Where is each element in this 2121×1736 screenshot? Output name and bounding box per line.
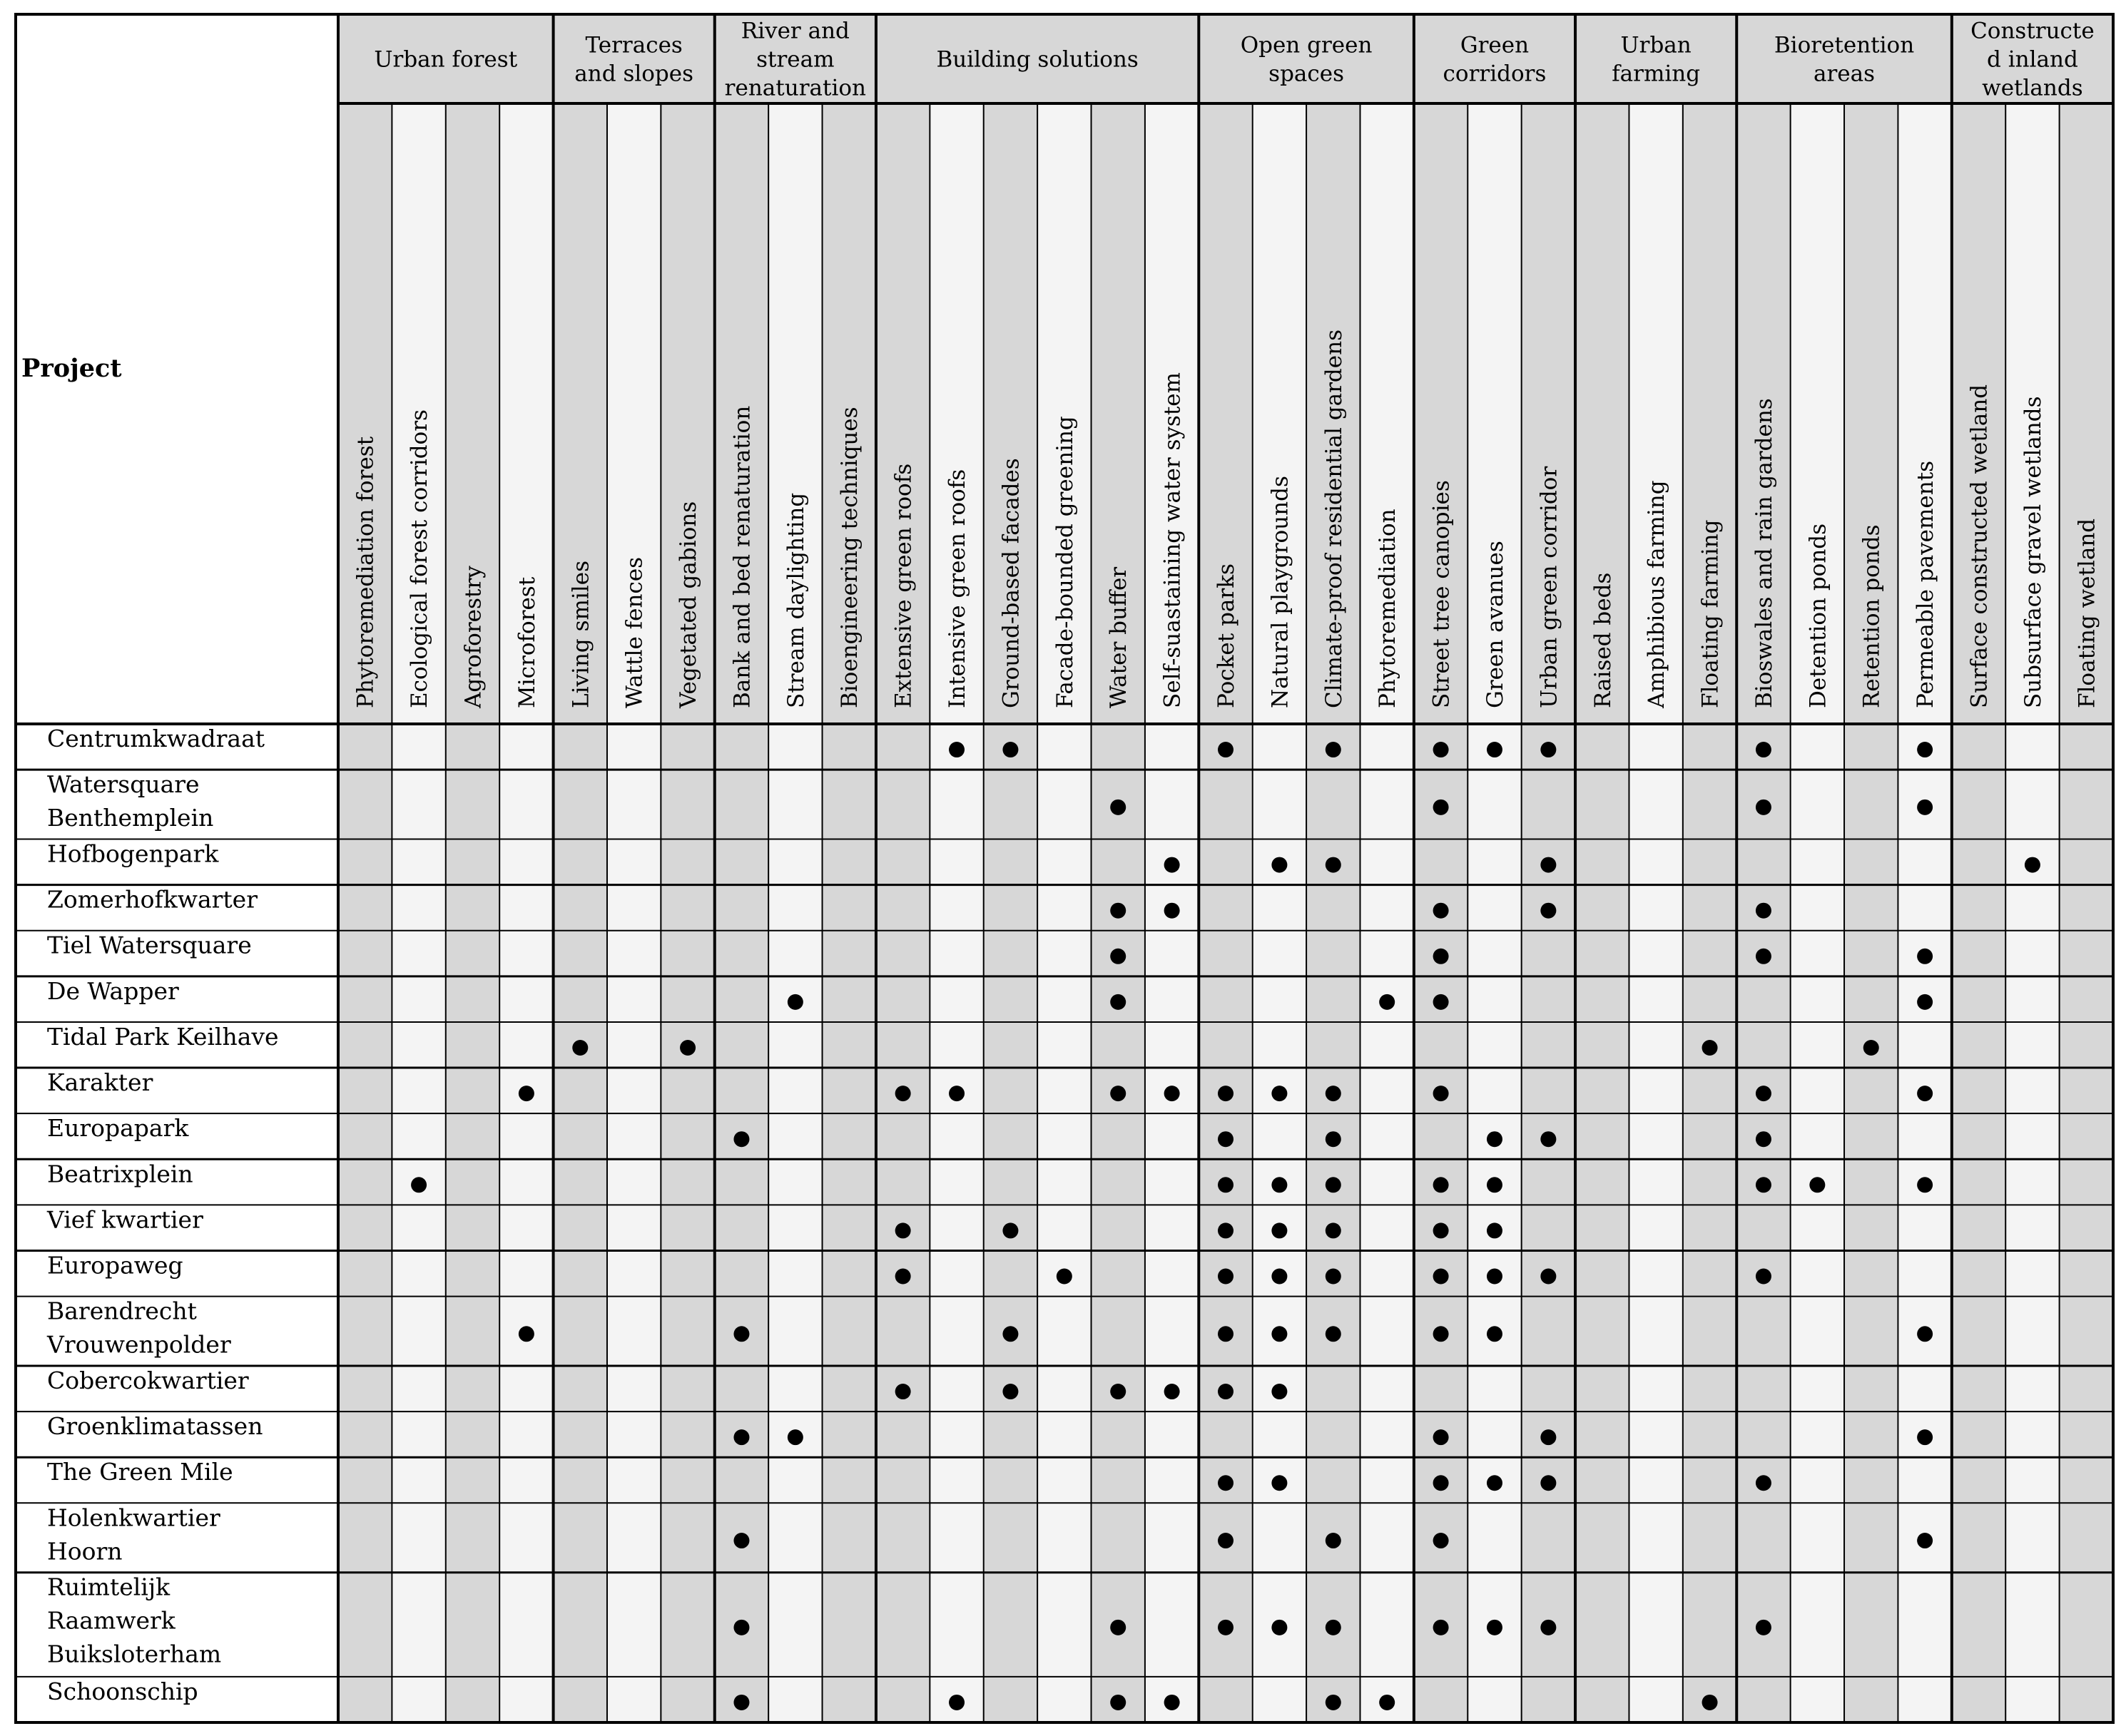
- group-header-label: Bioretention: [1774, 32, 1915, 58]
- project-name: Karakter: [47, 1068, 153, 1097]
- project-measure-dot: [1917, 742, 1933, 757]
- project-measure-dot: [1756, 800, 1771, 815]
- column-header-label: Climate-proof residential gardens: [1321, 330, 1347, 708]
- group-header-label: stream: [756, 46, 835, 73]
- project-measure-dot: [1433, 903, 1449, 919]
- project-measure-dot: [1326, 1326, 1341, 1342]
- project-measure-dot: [1002, 1326, 1018, 1342]
- project-measure-dot: [1433, 1429, 1449, 1445]
- project-name: Holenkwartier: [47, 1503, 220, 1532]
- group-header-label: Urban: [1620, 32, 1692, 58]
- column-shade: [715, 103, 768, 1722]
- project-name: Tidal Park Keilhave: [47, 1022, 279, 1051]
- group-header-label: spaces: [1268, 61, 1345, 87]
- project-name: Vief kwartier: [47, 1205, 203, 1234]
- project-measure-dot: [1917, 1086, 1933, 1101]
- project-measure-dot: [1702, 1040, 1718, 1056]
- project-measure-dot: [1433, 1177, 1449, 1193]
- group-header-label: Constructe: [1970, 18, 2095, 44]
- project-column-header: Project: [21, 354, 122, 383]
- column-header-label: Ecological forest corridors: [407, 409, 433, 708]
- project-measure-dot: [1218, 1177, 1234, 1193]
- project-name: Zomerhofkwarter: [47, 885, 258, 914]
- project-measure-dot: [1326, 1269, 1341, 1285]
- column-header-label: Facade-bounded greening: [1052, 416, 1078, 708]
- project-measure-dot: [1487, 1269, 1502, 1285]
- column-header-label: Water buffer: [1106, 566, 1132, 708]
- project-measure-dot: [1540, 1429, 1556, 1445]
- project-measure-dot: [1110, 1086, 1126, 1101]
- project-measure-dot: [1218, 1131, 1234, 1147]
- column-header-label: Raised beds: [1590, 572, 1616, 708]
- column-shade: [930, 103, 983, 1722]
- column-header-label: Living smiles: [568, 561, 594, 708]
- project-measure-dot: [1057, 1269, 1072, 1285]
- project-name: Watersquare: [47, 770, 200, 799]
- project-measure-dot: [1271, 1475, 1287, 1491]
- project-name: Hoorn: [47, 1537, 123, 1566]
- project-measure-dot: [733, 1429, 749, 1445]
- project-name: Hofbogenpark: [47, 839, 219, 868]
- column-shade: [1952, 103, 2005, 1722]
- project-measure-dot: [1540, 1131, 1556, 1147]
- project-measure-dot: [519, 1086, 534, 1101]
- column-shade: [607, 103, 661, 1722]
- project-measure-dot: [1433, 994, 1449, 1010]
- column-header-label: Ground-based facades: [998, 458, 1024, 708]
- project-measure-dot: [1756, 1086, 1771, 1101]
- column-header-label: Green avanues: [1482, 541, 1508, 708]
- column-header-label: Surface constructed wetland: [1966, 384, 1993, 708]
- column-header-label: Agroforestry: [460, 566, 487, 708]
- group-header-label: Green: [1460, 32, 1530, 58]
- project-measure-dot: [1271, 1269, 1287, 1285]
- project-measure-dot: [1379, 994, 1395, 1010]
- project-measure-dot: [1271, 1326, 1287, 1342]
- column-header-label: Phytoremediation: [1375, 509, 1401, 708]
- project-measure-dot: [1271, 1177, 1287, 1193]
- project-measure-dot: [1164, 1695, 1180, 1710]
- column-shade: [2060, 103, 2113, 1722]
- column-shade: [1844, 103, 1898, 1722]
- project-measure-dot: [1164, 903, 1180, 919]
- project-measure-dot: [1487, 1131, 1502, 1147]
- project-measure-dot: [1218, 1269, 1234, 1285]
- project-measure-dot: [949, 742, 965, 757]
- column-shade: [1791, 103, 1844, 1722]
- column-header-label: Bioengineering techniques: [837, 407, 863, 708]
- project-measure-dot: [1271, 1384, 1287, 1399]
- group-header-label: corridors: [1443, 61, 1547, 87]
- project-measure-dot: [895, 1222, 911, 1238]
- project-measure-dot: [680, 1040, 696, 1056]
- group-header-band: [338, 14, 2113, 103]
- column-header-label: Street tree canopies: [1428, 480, 1455, 708]
- column-shade: [876, 103, 930, 1722]
- column-shade: [2005, 103, 2059, 1722]
- project-measure-dot: [1540, 742, 1556, 757]
- project-measure-dot: [1917, 1533, 1933, 1548]
- column-header-label: Retention ponds: [1858, 524, 1885, 708]
- project-measure-dot: [1917, 1326, 1933, 1342]
- project-measure-dot: [1271, 857, 1287, 873]
- group-header-label: d inland: [1987, 46, 2078, 73]
- project-measure-dot: [1756, 1177, 1771, 1193]
- project-name: Beatrixplein: [47, 1160, 193, 1188]
- column-shade: [661, 103, 714, 1722]
- project-measure-dot: [1756, 1620, 1771, 1635]
- column-header-label: Amphibious farming: [1644, 480, 1670, 708]
- group-header-label: renaturation: [724, 75, 867, 101]
- project-measure-dot: [1917, 949, 1933, 964]
- project-measure-dot: [1218, 1475, 1234, 1491]
- project-measure-dot: [949, 1695, 965, 1710]
- column-shade: [823, 103, 876, 1722]
- project-name: De Wapper: [47, 976, 179, 1005]
- group-header-label: Open green: [1240, 32, 1373, 58]
- column-shade: [768, 103, 822, 1722]
- project-measure-dot: [1863, 1040, 1879, 1056]
- project-measure-dot: [519, 1326, 534, 1342]
- project-measure-dot: [1110, 903, 1126, 919]
- project-measure-dot: [1433, 1269, 1449, 1285]
- project-measure-dot: [1326, 1533, 1341, 1548]
- project-name: Europaweg: [47, 1251, 183, 1280]
- project-measure-dot: [1433, 742, 1449, 757]
- project-measure-dot: [1326, 1695, 1341, 1710]
- project-name: Centrumkwadraat: [47, 725, 265, 752]
- project-measure-dot: [1379, 1695, 1395, 1710]
- column-header-label: Self-suastaining water system: [1159, 372, 1186, 708]
- project-measure-dot: [1218, 1086, 1234, 1101]
- project-measure-dot: [1487, 1177, 1502, 1193]
- project-measure-dot: [1002, 1222, 1018, 1238]
- group-header-label: and slopes: [574, 61, 694, 87]
- project-measure-dot: [733, 1131, 749, 1147]
- project-measure-dot: [1218, 742, 1234, 757]
- project-measure-dot: [1917, 800, 1933, 815]
- column-header-label: Phytoremediation forest: [352, 436, 379, 708]
- project-name: Vrouwenpolder: [47, 1330, 231, 1359]
- project-name: Benthemplein: [47, 804, 214, 832]
- project-measure-dot: [1326, 1177, 1341, 1193]
- project-measure-dot: [1271, 1222, 1287, 1238]
- project-measure-dot: [1110, 1695, 1126, 1710]
- column-shade: [984, 103, 1037, 1722]
- project-measure-dot: [1756, 1131, 1771, 1147]
- project-measure-dot: [572, 1040, 588, 1056]
- project-measure-dot: [1433, 1620, 1449, 1635]
- project-name: Schoonschip: [47, 1677, 198, 1705]
- group-header-label: River and: [741, 18, 850, 44]
- project-measure-dot: [1756, 903, 1771, 919]
- project-measure-dot: [1433, 1326, 1449, 1342]
- column-header-label: Bioswales and rain gardens: [1751, 398, 1777, 708]
- column-header-label: Wattle fences: [621, 556, 648, 708]
- project-measure-dot: [1756, 742, 1771, 757]
- column-shade: [1629, 103, 1682, 1722]
- project-name: Cobercokwartier: [47, 1367, 249, 1394]
- project-measure-dot: [2025, 857, 2040, 873]
- column-shade: [1898, 103, 1951, 1722]
- project-measure-dot: [1326, 1222, 1341, 1238]
- column-shade: [1037, 103, 1091, 1722]
- project-measure-dot: [1164, 1086, 1180, 1101]
- project-measure-dot: [411, 1177, 427, 1193]
- project-measure-dot: [1002, 742, 1018, 757]
- group-header-label: Urban forest: [374, 46, 518, 73]
- column-shade: [338, 103, 392, 1722]
- project-measure-dot: [1218, 1384, 1234, 1399]
- project-measure-dot: [1110, 994, 1126, 1010]
- column-header-label: Permeable pavements: [1913, 460, 1939, 708]
- project-name: Raamwerk: [47, 1606, 176, 1635]
- column-header-label: Microforest: [514, 576, 540, 708]
- project-name: Tiel Watersquare: [47, 931, 252, 959]
- project-name: Groenklimatassen: [47, 1412, 263, 1441]
- project-measure-dot: [1110, 1620, 1126, 1635]
- project-measure-dot: [1110, 1384, 1126, 1399]
- project-measure-dot: [895, 1269, 911, 1285]
- project-measure-dot: [1110, 949, 1126, 964]
- project-measure-dot: [733, 1326, 749, 1342]
- column-header-label: Subsurface gravel wetlands: [2020, 396, 2046, 708]
- project-name: Ruimtelijk: [47, 1573, 171, 1601]
- project-measure-dot: [1326, 1131, 1341, 1147]
- project-measure-dot: [1917, 994, 1933, 1010]
- group-header-label: farming: [1612, 61, 1701, 87]
- project-measure-dot: [1540, 1620, 1556, 1635]
- project-measure-dot: [1326, 857, 1341, 873]
- project-measure-dot: [1002, 1384, 1018, 1399]
- project-measure-dot: [1433, 949, 1449, 964]
- project-measure-dot: [1540, 903, 1556, 919]
- project-measure-dot: [1218, 1222, 1234, 1238]
- column-header-label: Pocket parks: [1214, 563, 1239, 708]
- column-shade: [554, 103, 607, 1722]
- project-measure-dot: [733, 1533, 749, 1548]
- project-measure-dot: [895, 1086, 911, 1101]
- project-measure-dot: [1433, 1533, 1449, 1548]
- project-measure-dot: [1487, 1620, 1502, 1635]
- project-measure-dot: [1540, 857, 1556, 873]
- project-measure-dot: [1326, 742, 1341, 757]
- project-measure-dot: [1756, 1475, 1771, 1491]
- project-measure-dot: [1326, 1086, 1341, 1101]
- column-shade: [392, 103, 445, 1722]
- project-measure-dot: [1218, 1533, 1234, 1548]
- column-shade: [446, 103, 499, 1722]
- column-header-label: Detention ponds: [1805, 523, 1831, 708]
- column-header-label: Bank and bed renaturation: [729, 405, 756, 708]
- project-measure-dot: [895, 1384, 911, 1399]
- project-measure-dot: [1271, 1086, 1287, 1101]
- project-measure-dot: [1487, 1326, 1502, 1342]
- project-name: Buiksloterham: [47, 1640, 222, 1668]
- project-measure-dot: [1487, 1475, 1502, 1491]
- project-name: Europapark: [47, 1114, 189, 1143]
- project-measure-dot: [1917, 1177, 1933, 1193]
- project-measure-dot: [1271, 1620, 1287, 1635]
- project-measure-dot: [1809, 1177, 1825, 1193]
- project-name: The Green Mile: [47, 1458, 233, 1486]
- project-measure-dot: [1164, 1384, 1180, 1399]
- column-header-label: Urban green corridor: [1536, 466, 1562, 708]
- project-measure-dot: [788, 994, 803, 1010]
- project-measure-dot: [1540, 1475, 1556, 1491]
- project-measure-dot: [733, 1695, 749, 1710]
- column-header-label: Floating wetland: [2074, 518, 2100, 708]
- project-measure-dot: [949, 1086, 965, 1101]
- project-name: Barendrecht: [47, 1297, 197, 1325]
- project-measure-dot: [1702, 1695, 1718, 1710]
- group-header-label: areas: [1814, 61, 1876, 87]
- column-header-label: Natural playgrounds: [1267, 476, 1293, 708]
- group-header-label: Building solutions: [936, 46, 1139, 73]
- project-measure-dot: [1756, 949, 1771, 964]
- column-header-label: Floating farming: [1697, 519, 1724, 708]
- group-header-label: wetlands: [1982, 75, 2083, 101]
- project-measure-dot: [1487, 742, 1502, 757]
- project-measure-dot: [1487, 1222, 1502, 1238]
- project-measure-dot: [1433, 1222, 1449, 1238]
- project-measure-dot: [1540, 1269, 1556, 1285]
- project-measure-dot: [1110, 800, 1126, 815]
- column-header-label: Extensive green roofs: [890, 463, 917, 708]
- column-shade: [1683, 103, 1736, 1722]
- project-measure-dot: [1218, 1620, 1234, 1635]
- column-header-label: Intensive green roofs: [945, 469, 971, 708]
- project-measure-dot: [733, 1620, 749, 1635]
- project-measure-dot: [1917, 1429, 1933, 1445]
- project-measure-dot: [1433, 1086, 1449, 1101]
- column-shade: [1360, 103, 1413, 1722]
- column-shade: [499, 103, 553, 1722]
- project-measure-dot: [788, 1429, 803, 1445]
- column-header-label: Stream daylighting: [783, 492, 809, 708]
- project-measure-dot: [1433, 1475, 1449, 1491]
- column-shade: [1575, 103, 1629, 1722]
- project-measure-dot: [1433, 800, 1449, 815]
- project-measure-dot: [1756, 1269, 1771, 1285]
- project-measure-dot: [1218, 1326, 1234, 1342]
- project-measure-dot: [1164, 857, 1180, 873]
- group-header-label: Terraces: [585, 32, 683, 58]
- column-header-label: Vegetated gabions: [676, 501, 702, 708]
- project-measure-dot: [1326, 1620, 1341, 1635]
